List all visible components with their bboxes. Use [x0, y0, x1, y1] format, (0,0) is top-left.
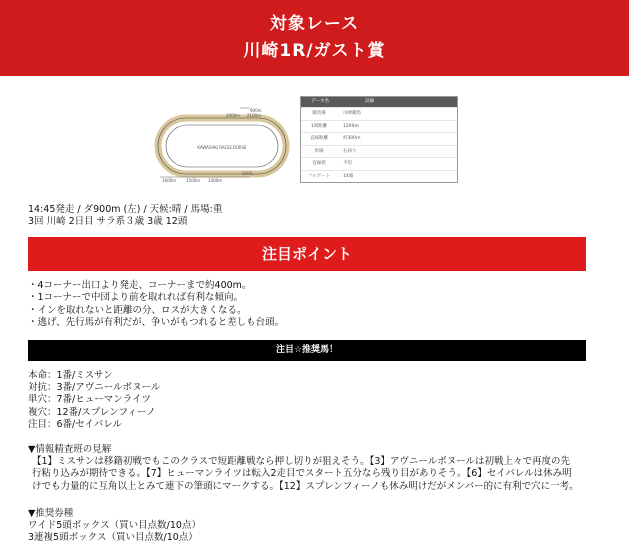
- info-row: [301, 157, 457, 170]
- banner-title: 対象レース: [269, 14, 360, 34]
- info-value: 川崎競馬: [343, 111, 361, 116]
- pick-taikou: 対抗：3番/アヴニールボヌール: [28, 382, 161, 394]
- info-row: [301, 132, 457, 145]
- points-list: [28, 280, 284, 330]
- list-item: ・インを取れないと距離の分、ロスが大きくなる。: [28, 304, 247, 316]
- info-key: 直線距離: [310, 136, 328, 141]
- info-row: [301, 170, 457, 183]
- dist-label-900: 900m: [250, 108, 262, 113]
- dist-label-1400: 1400m: [208, 178, 223, 183]
- betting-heading: ▼推奨券種: [28, 508, 74, 519]
- info-row: [301, 120, 457, 133]
- dist-label-1600: 1600m: [162, 178, 177, 183]
- dist-label-2100: 2100m: [247, 113, 262, 118]
- betting-item: 3連複5頭ボックス（買い目点数/10点）: [28, 532, 198, 544]
- analysis-line: けでも力量的に互角以上とみて連下の筆頭にマークする。【12】スプレンフィーノも休み明けだがメンバー的に有利で穴に一考。: [32, 480, 579, 492]
- course-info-table: [300, 96, 458, 183]
- analysis-line: 行粘り込みが期待できる。【7】ヒューマンライツは転入2走目でスタート五分なら残り目がありそう。【6】セイバレルは休み明: [32, 468, 572, 480]
- info-value: 約300m: [343, 136, 361, 141]
- info-value: 14頭: [343, 173, 354, 179]
- race-banner: [0, 0, 629, 76]
- points-title: 注目ポイント: [28, 237, 586, 271]
- analysis-heading: ▼情報精査班の見解: [28, 444, 112, 455]
- analysis-body: [28, 456, 588, 493]
- race-name: 川崎1R/ガスト賞: [243, 41, 386, 61]
- dist-label-1500: 1500m: [186, 178, 201, 183]
- pick-honmei: 本命：1番/ミスサン: [28, 370, 113, 381]
- info-value: 右回り: [343, 148, 357, 154]
- recommend-title: 注目☆推奨馬！: [28, 340, 586, 361]
- course-map: [150, 104, 300, 186]
- list-item: ・4コーナー出口より発走、コーナーまで約400m。: [28, 280, 252, 291]
- betting-item: ワイド5頭ボックス（買い目点数/10点）: [28, 520, 201, 532]
- info-header-name: データ名: [311, 99, 329, 104]
- race-conditions: 14:45発走 / ダ900m (左) / 天候:晴 / 馬場:重: [28, 204, 223, 215]
- info-key: 1周距離: [310, 123, 328, 129]
- info-header-detail: 詳細: [365, 99, 374, 104]
- list-item: ・1コーナーで中団より前を取れれば有利な傾向。: [28, 292, 244, 304]
- analysis-section: [28, 444, 588, 493]
- pick-chuumoku: 注目：6番/セイバレル: [28, 418, 123, 430]
- race-info: [28, 204, 222, 227]
- goal-label: GOAL: [242, 171, 254, 176]
- betting-section: [28, 508, 201, 545]
- info-key: フルゲート: [307, 173, 331, 179]
- info-key: 競馬場: [312, 111, 326, 116]
- analysis-line: 【1】ミスサンは移籍初戦でもこのクラスで短距離戦なら押し切りが狙えそう。【3】アヴニールボヌールは初戦上々で再度の先: [32, 456, 571, 468]
- pick-tanana: 単穴：7番/ヒューマンライツ: [28, 394, 151, 406]
- dist-label-2000: 2000m: [226, 113, 241, 118]
- info-key: 直線坂: [312, 161, 326, 166]
- list-item: ・逃げ、先行馬が有利だが、争いがもつれると差しも台頭。: [28, 317, 285, 329]
- pick-fukuana: 複穴：12番/スプレンフィーノ: [28, 406, 156, 418]
- info-value: 平坦: [343, 161, 352, 166]
- info-table-header: [301, 97, 457, 107]
- info-value: 1200m: [343, 123, 359, 129]
- info-key: 馬場: [314, 148, 324, 154]
- picks-list: [28, 370, 160, 431]
- info-row: [301, 145, 457, 158]
- track-name: KAWASAKI RACECOURSE: [197, 145, 247, 150]
- race-meeting: 3回 川崎 2日目 サラ系３歳 3歳 12頭: [28, 215, 188, 227]
- info-row: [301, 107, 457, 120]
